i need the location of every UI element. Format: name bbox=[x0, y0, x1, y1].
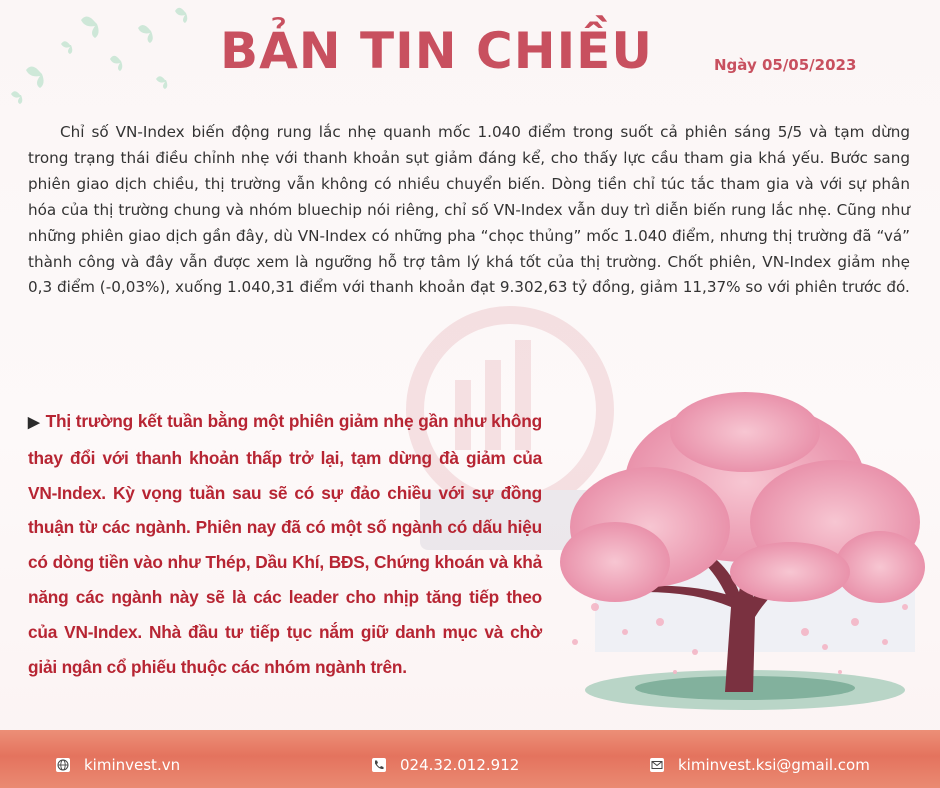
footer-website[interactable] bbox=[56, 756, 180, 774]
globe-icon bbox=[56, 758, 70, 772]
phone-icon bbox=[372, 758, 386, 772]
bulletin-date: Ngày 05/05/2023 bbox=[714, 56, 857, 74]
cherry-blossom-tree-illustration bbox=[555, 392, 930, 722]
mail-icon bbox=[650, 758, 664, 772]
market-outlook-text: Thị trường kết tuần bằng một phiên giảm nhẹ gần như không thay đổi với thanh khoản thấp trở lại, tạm dừng đà giảm của VN-Index. Kỳ vọng tuần sau sẽ có sự đảo chiều với sự đồng thuận từ các ngành. Phiên nay đã có một số ngành có dấu hiệu có dòng tiền vào như Thép, Dầu Khí, BĐS, Chứng khoán và khả năng các ngành này sẽ là các leader cho nhịp tăng tiếp theo của VN-Index. Nhà đầu tư tiếp tục nắm giữ danh mục và chờ giải ngân cổ phiếu thuộc các nhóm ngành trên. bbox=[28, 411, 542, 677]
footer-bar bbox=[0, 730, 940, 788]
footer-phone[interactable] bbox=[372, 756, 519, 774]
market-summary-paragraph: Chỉ số VN-Index biến động rung lắc nhẹ quanh mốc 1.040 điểm trong suốt cả phiên sáng 5/5 và tạm dừng trong trạng thái điều chỉnh nhẹ với thanh khoản sụt giảm đáng kể, cho thấy lực cầu tham gia khá yếu. Bước sang phiên giao dịch chiều, thị trường vẫn không có nhiều chuyển biến. Dòng tiền chỉ túc tắc tham gia và với sự phân hóa của thị trường chung và nhóm bluechip nói riêng, chỉ số VN-Index vẫn duy trì diễn biến rung lắc nhẹ. Cũng như những phiên giao dịch gần đây, dù VN-Index có những pha “chọc thủng” mốc 1.040 điểm, nhưng thị trường đã “vá” thành công và đây vẫn được xem là ngưỡng hỗ trợ tâm lý khá tốt của thị trường. Chốt phiên, VN-Index giảm nhẹ 0,3 điểm (-0,03%), xuống 1.040,31 điểm với thanh khoản đạt 9.302,63 tỷ đồng, giảm 11,37% so với phiên trước đó. bbox=[28, 123, 910, 297]
market-outlook-paragraph bbox=[28, 404, 542, 684]
footer-email[interactable] bbox=[650, 756, 870, 774]
play-triangle-icon: ▶ bbox=[28, 414, 40, 431]
website-link[interactable]: kiminvest.vn bbox=[84, 756, 181, 774]
page-title: BẢN TIN CHIỀU bbox=[220, 22, 653, 80]
email-address[interactable]: kiminvest.ksi@gmail.com bbox=[678, 756, 870, 774]
phone-number[interactable]: 024.32.012.912 bbox=[400, 756, 520, 774]
